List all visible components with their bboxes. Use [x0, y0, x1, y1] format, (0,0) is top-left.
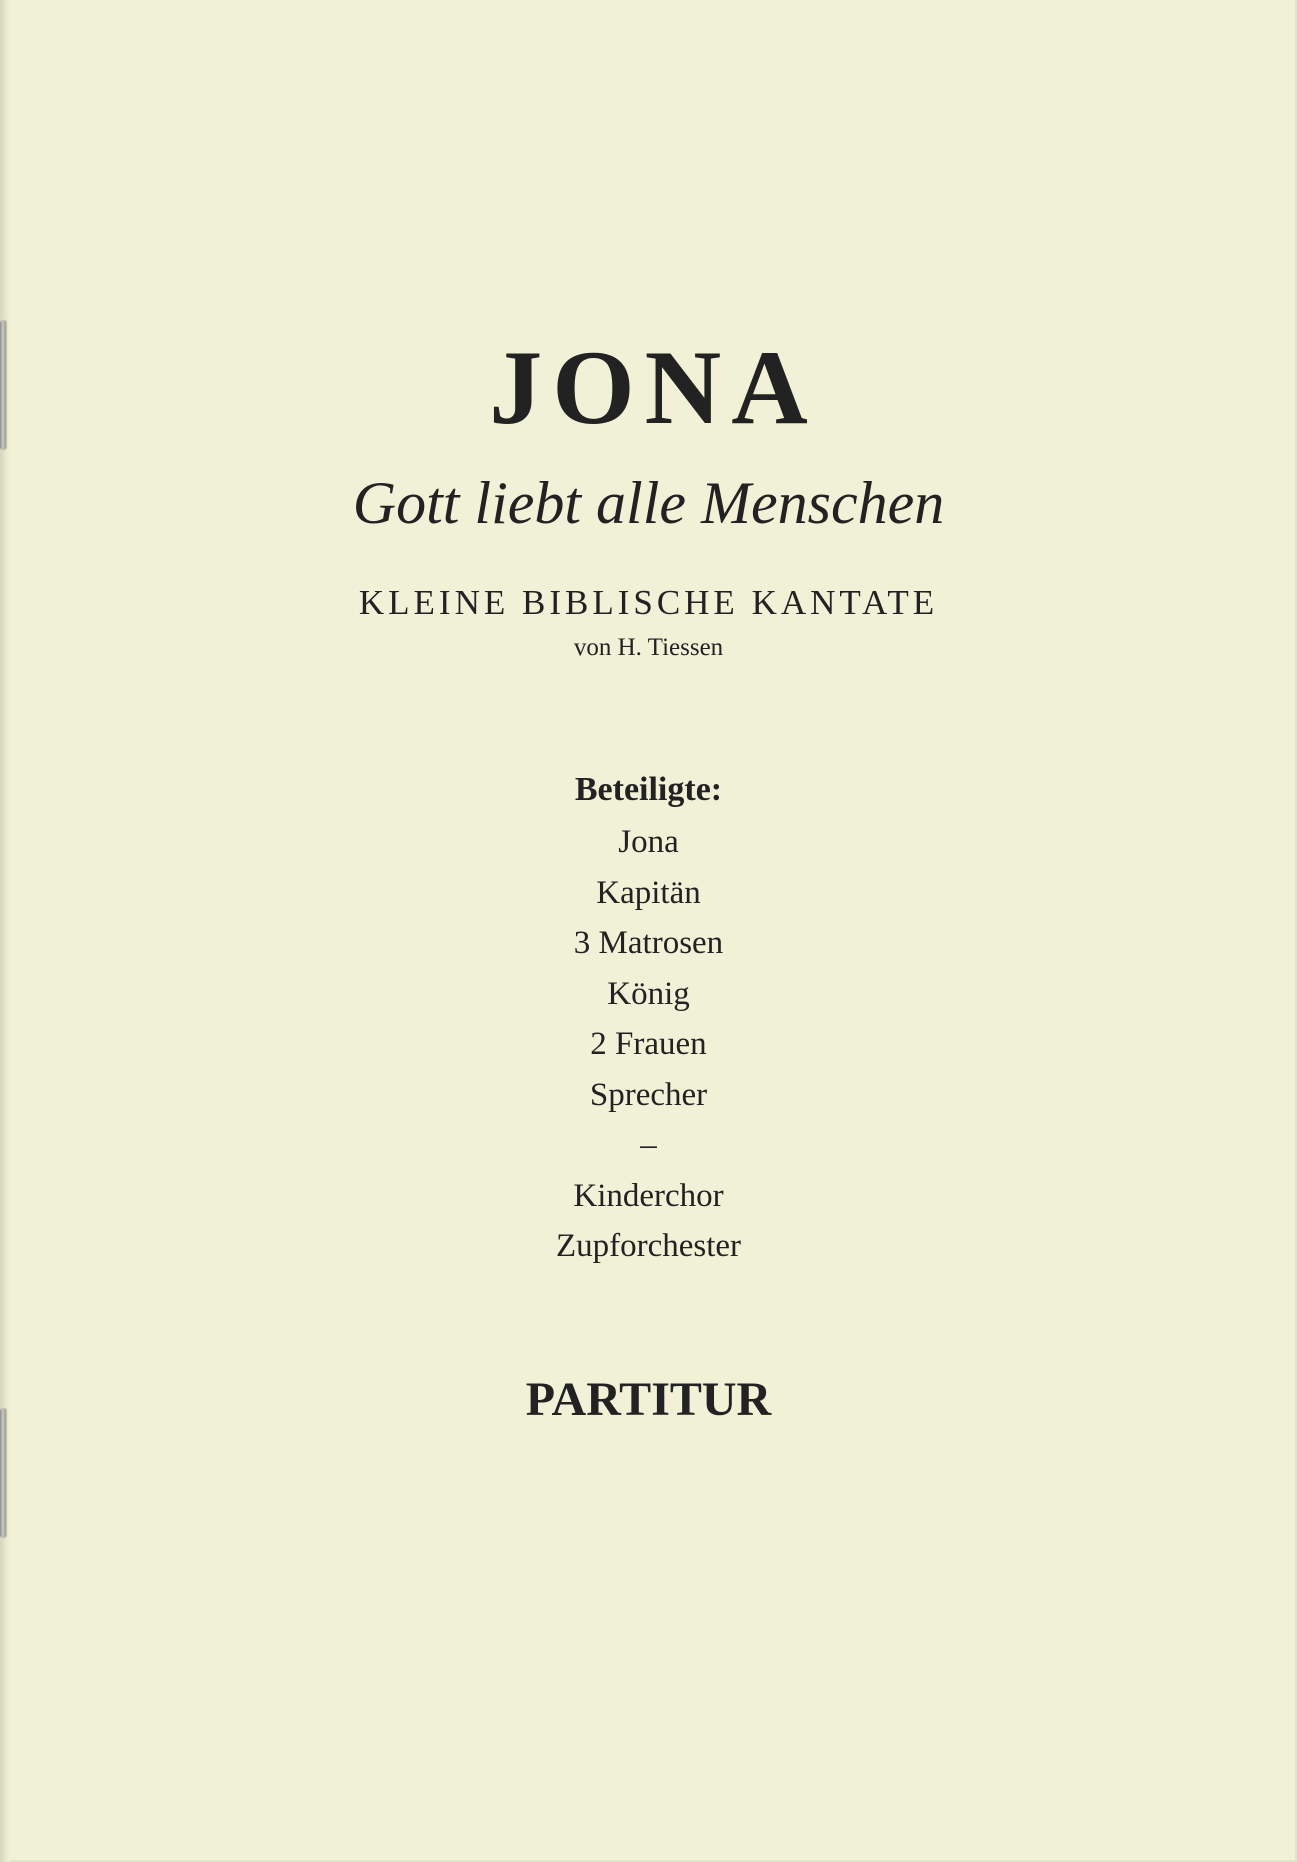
cover-title: JONA	[489, 329, 818, 446]
cast-separator: –	[640, 1127, 657, 1163]
cast-item: 3 Matrosen	[573, 925, 724, 961]
cast-item: Kapitän	[596, 874, 701, 911]
score-label: PARTITUR	[525, 1373, 772, 1426]
staple-bottom	[0, 1408, 6, 1538]
cover-subtitle: Gott liebt alle Menschen	[352, 470, 945, 536]
cast-item: Jona	[618, 824, 679, 860]
cast-list	[0, 817, 1297, 1272]
cover-author: von H. Tiessen	[573, 634, 724, 661]
cast-item: Kinderchor	[573, 1177, 724, 1214]
cast-item: Zupforchester	[555, 1228, 742, 1264]
cast-item: Sprecher	[589, 1076, 708, 1113]
cast-heading: Beteiligte:	[574, 771, 723, 808]
cast-item: 2 Frauen	[590, 1026, 707, 1062]
cover-kicker: KLEINE BIBLISCHE KANTATE	[358, 583, 939, 622]
cast-item: König	[607, 975, 690, 1012]
